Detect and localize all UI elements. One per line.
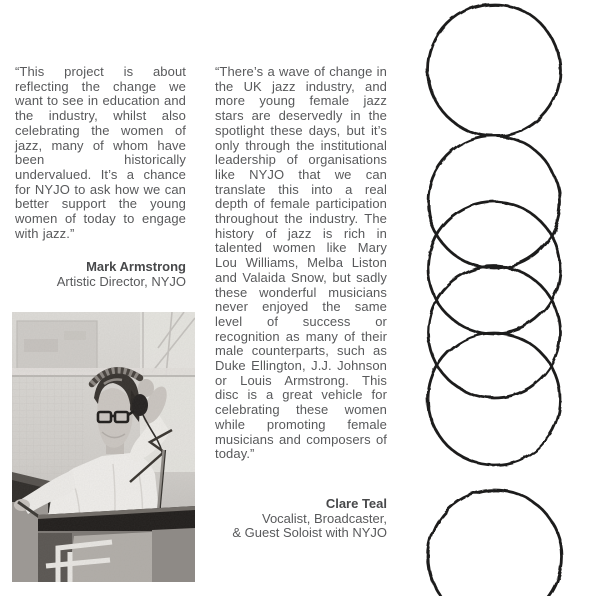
- attribution-role-right-2: & Guest Soloist with NYJO: [232, 525, 387, 541]
- quote-left-column: “This project is about reflecting the change we want to see in education and the industry, whilst also celebrating the women of jazz, many of whom have been historically undervalued. It’s a chance for NYJO to ask how we can better support the young women of today to engage with jazz.”: [15, 64, 186, 241]
- photo-grain-overlay: [12, 312, 195, 582]
- hand-drawn-circle: [428, 4, 560, 136]
- attribution-name-left: Mark Armstrong: [86, 259, 186, 274]
- attribution-role-right-1: Vocalist, Broadcaster,: [261, 510, 387, 526]
- studio-photo: [12, 312, 195, 582]
- circle-chain-decoration: [410, 0, 600, 596]
- attribution-left: [15, 260, 186, 289]
- quote-right-column: “There’s a wave of change in the UK jazz industry, and more young female jazz stars are deservedly in the spotlight these days, but it’s only through the institutional leadership of organisations like NYJO that we can translate this into a real depth of female participation throughout the industry. The history of jazz is rich in talented women like Mary Lou Williams, Melba Liston and Valaida Snow, but sadly these wonderful musicians never enjoyed the same level of success or recognition as many of their male counterparts, such as Duke Ellington, J.J. Johnson or Louis Armstrong. This disc is a great vehicle for celebrating these women while promoting female musicians and composers of today.”: [215, 64, 387, 462]
- attribution-name-right: Clare Teal: [325, 496, 387, 511]
- hand-drawn-circle: [428, 490, 562, 596]
- hand-drawn-circles: [428, 4, 562, 596]
- attribution-right: [215, 497, 387, 541]
- attribution-role-left: Artistic Director, NYJO: [56, 273, 186, 289]
